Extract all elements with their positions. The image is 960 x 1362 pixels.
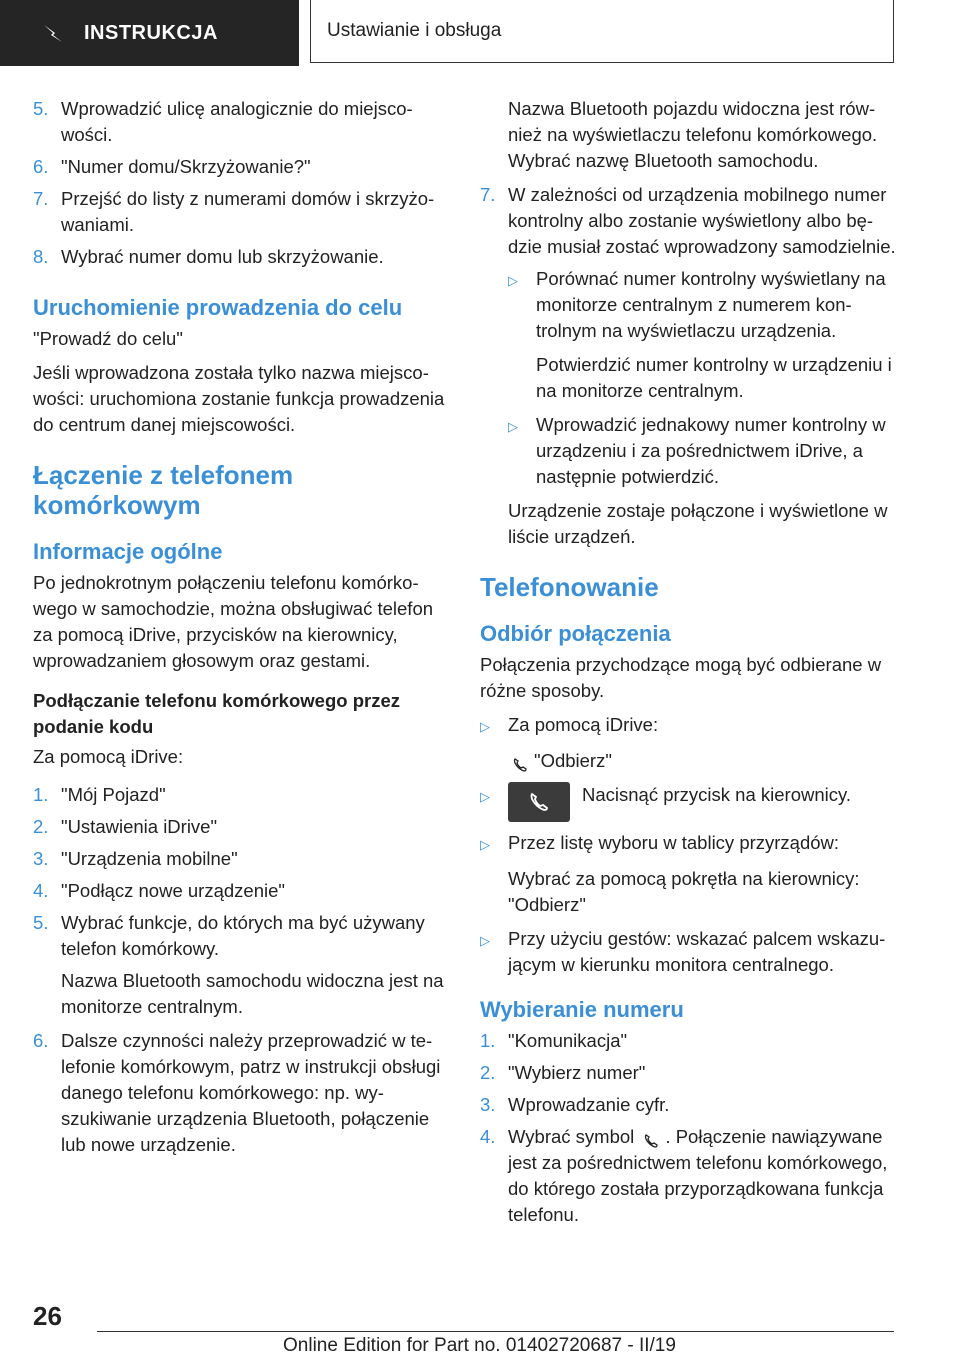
list-item: [33, 878, 448, 904]
list-item: [33, 1028, 448, 1158]
heading-connect-phone: [33, 460, 448, 520]
step-text-after-icon: . Połączenie nawiązywane jest za pośrednictwem telefonu komórkowego, do którego została przyporządkowana funkcja telefonu.: [508, 1126, 888, 1225]
heading-phoning: Telefonowanie: [480, 572, 659, 602]
lightning-icon: [40, 20, 66, 46]
section-title: Ustawianie i obsługa: [327, 20, 502, 41]
step-note: Nazwa Bluetooth pojazdu widoczna jest również na wyświetlaczu telefonu komórkowego. Wybrać nazwę Bluetooth samochodu.: [508, 98, 878, 171]
step-text: "Komunikacja": [508, 1030, 628, 1051]
bullet-note: Wybrać za pomocą pokrętła na kierownicy: "Odbierz": [508, 868, 860, 915]
step-note: Nazwa Bluetooth samochodu widoczna jest na monitorze centralnym.: [61, 970, 444, 1017]
bullet-item: [508, 266, 898, 344]
list-item: [480, 1092, 898, 1118]
list-item: [33, 782, 448, 808]
heading-general-info: Informacje ogólne: [33, 539, 223, 564]
heading-dial-number: Wybieranie numeru: [480, 997, 684, 1022]
footer-divider: [97, 1331, 894, 1332]
bullet-text: Przy użyciu gestów: wskazać palcem wskazującym w kierunku monitora centralnego.: [508, 928, 886, 975]
edition-footer: Online Edition for Part no. 01402720687 - II/19: [283, 1335, 676, 1356]
step-number: 5.: [33, 912, 49, 933]
paragraph: Urządzenie zostaje połączone i wyświetlone w liście urządzeń.: [508, 500, 888, 547]
section-title-box: [310, 0, 894, 63]
phone-icon: [512, 754, 528, 770]
bullet-text: Przez listę wyboru w tablicy przyrządów:: [508, 832, 840, 853]
bullet-item: [480, 830, 898, 858]
step-text: "Numer domu/Skrzyżowanie?": [61, 156, 311, 177]
paragraph: Za pomocą iDrive:: [33, 746, 184, 767]
paragraph: Połączenia przychodzące mogą być odbierane w różne sposoby.: [480, 654, 882, 701]
heading-line: Łączenie z telefonem: [33, 460, 294, 490]
step-number: 4.: [33, 880, 49, 901]
list-item: [33, 96, 448, 148]
list-item: [33, 186, 448, 238]
paragraph: Jeśli wprowadzona została tylko nazwa miejscowości: uruchomiona zostanie funkcja prowadzenia do centrum danej miejscowości.: [33, 362, 445, 435]
list-item: [480, 1028, 898, 1054]
menu-path: "Prowadź do celu": [33, 328, 183, 349]
triangle-bullet-icon: ▷: [480, 933, 490, 948]
step-text-before-icon: Wybrać symbol: [508, 1126, 635, 1147]
step-number: 1.: [33, 784, 49, 805]
step-text: "Urządzenia mobilne": [61, 848, 238, 869]
bullet-note: [508, 748, 898, 774]
step-text: "Wybierz numer": [508, 1062, 646, 1083]
bullet-item: [480, 782, 898, 822]
triangle-bullet-icon: ▷: [508, 273, 518, 288]
bullet-item: [480, 712, 898, 740]
phone-icon: [643, 1130, 659, 1146]
step-text: "Podłącz nowe urządzenie": [61, 880, 285, 901]
bullet-text: Za pomocą iDrive:: [508, 714, 659, 735]
step-number: 2.: [480, 1062, 496, 1083]
step-number: 3.: [480, 1094, 496, 1115]
list-item: [33, 814, 448, 840]
heading-start-guidance: Uruchomienie prowadzenia do celu: [33, 295, 403, 320]
right-column: [480, 96, 898, 1234]
list-item: [480, 1060, 898, 1086]
manual-tab-label: INSTRUKCJA: [84, 21, 218, 44]
heading-pair-code: Podłączanie telefonu komórkowego przez podanie kodu: [33, 690, 400, 737]
step-text: Wprowadzanie cyfr.: [508, 1094, 670, 1115]
step-text: "Mój Pojazd": [61, 784, 166, 805]
step-number: 6.: [33, 156, 49, 177]
page-header: [0, 0, 960, 66]
step-text: "Ustawienia iDrive": [61, 816, 218, 837]
triangle-bullet-icon: ▷: [480, 719, 490, 734]
list-item: [33, 154, 448, 180]
step-number: 4.: [480, 1126, 496, 1147]
list-item: [480, 182, 898, 260]
step-number: 2.: [33, 816, 49, 837]
paragraph: Po jednokrotnym połączeniu telefonu komórkowego w samochodzie, można obsługiwać telefon za pomocą iDrive, przycisków na kierownicy, wprowadzaniem głosowym oraz gestami.: [33, 572, 434, 671]
step-text: Przejść do listy z numerami domów i skrzyżowaniami.: [61, 188, 435, 235]
step-text: Wybrać funkcje, do których ma być używany telefon komórkowy.: [61, 912, 425, 959]
page-number: 26: [33, 1301, 62, 1331]
list-item: [33, 846, 448, 872]
menu-path: "Odbierz": [534, 750, 612, 771]
step-text: Dalsze czynności należy przeprowadzić w telefonie komórkowym, patrz w instrukcji obsługi danego telefonu komórkowego: np. wyszukiwanie urządzenia Bluetooth, połączenie lub nowe urządzenie.: [61, 1030, 441, 1155]
triangle-bullet-icon: ▷: [480, 837, 490, 852]
step-text: [508, 1124, 898, 1228]
step-number: 3.: [33, 848, 49, 869]
step-number: 7.: [33, 188, 49, 209]
bullet-item: [508, 412, 898, 490]
triangle-bullet-icon: ▷: [508, 419, 518, 434]
step-number: 8.: [33, 246, 49, 267]
step-text: Wybrać numer domu lub skrzyżowanie.: [61, 246, 384, 267]
list-item: [33, 244, 448, 270]
heading-line: komórkowym: [33, 490, 201, 520]
step-text: Wprowadzić ulicę analogicznie do miejscowości.: [61, 98, 413, 145]
step-number: 6.: [33, 1030, 49, 1051]
bullet-note: Potwierdzić numer kontrolny w urządzeniu i na monitorze centralnym.: [536, 354, 892, 401]
step-number: 5.: [33, 98, 49, 119]
bullet-text: Nacisnąć przycisk na kierownicy.: [582, 784, 852, 805]
left-column: [33, 96, 448, 1164]
list-item: [33, 910, 448, 962]
bullet-text: Porównać numer kontrolny wyświetlany na monitorze centralnym z numerem kontrolnym na wyświetlaczu urządzenia.: [536, 268, 886, 341]
heading-receive-call: Odbiór połączenia: [480, 621, 671, 646]
list-item: [480, 1124, 898, 1228]
step-number: 1.: [480, 1030, 496, 1051]
steering-wheel-phone-button-image: [508, 782, 570, 822]
triangle-bullet-icon: ▷: [480, 789, 490, 804]
bullet-item: [480, 926, 898, 978]
step-number: 7.: [480, 184, 496, 205]
step-text: W zależności od urządzenia mobilnego numer kontrolny albo zostanie wyświetlony albo będzie musiał zostać wprowadzony samodzielnie.: [508, 184, 896, 257]
bullet-text: Wprowadzić jednakowy numer kontrolny w urządzeniu i za pośrednictwem iDrive, a następnie potwierdzić.: [536, 414, 886, 487]
manual-tab[interactable]: [0, 0, 299, 66]
